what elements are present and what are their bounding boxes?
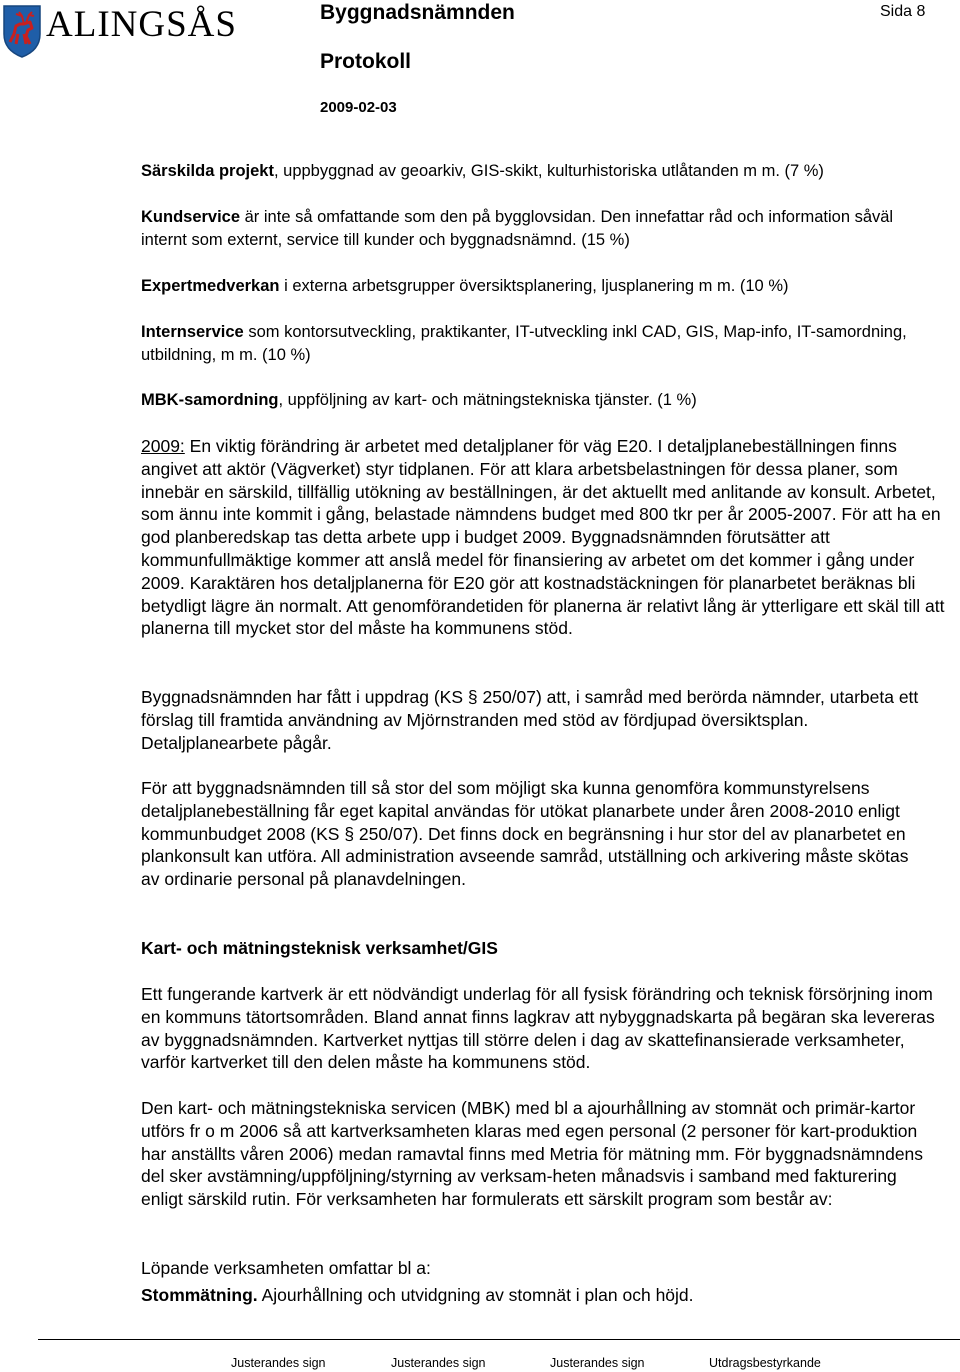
document-type: Protokoll (320, 50, 412, 73)
page-number: Sida 8 (880, 3, 926, 20)
item-label: Särskilda projekt (141, 162, 274, 180)
paragraph-mjornstranden: Byggnadsnämnden har fått i uppdrag (KS § 250/07) att, i samråd med berörda nämnder, utarbeta ett förslag till framtida användning av Mjörnstranden med stöd av fördjupad översiktsplan. Detaljplanearbete pågår. (141, 687, 919, 753)
item-text: är inte så omfattande som den på bygglovsidan. Den innefattar råd och information såväl internt som externt, service till kunder och byggnadsnämnd. (15 %) (141, 208, 894, 249)
item-text: , uppföljning av kart- och mätningstekniska tjänster. (1 %) (278, 391, 697, 409)
survey-label: Stommätning. (141, 1285, 258, 1305)
paragraph-equity: För att byggnadsnämnden till så stor del som möjligt ska kunna genomföra kommunstyrelsens detaljplanebeställning får eget kapital användas för utökat planarbete under åren 2008-2010 enligt kommunbudget 2008 (KS § 250/07). Det finns dock en begränsning i hur stor del av planarbetet en plankonsult kan utföra. All administration avseende samråd, utställning och arkivering måste skötas av ordinarie personal på planavdelningen. (141, 778, 909, 890)
item-label: Kundservice (141, 208, 241, 226)
item-text: , uppbyggnad av geoarkiv, GIS-skikt, kulturhistoriska utlåtanden m m. (7 %) (273, 162, 824, 180)
section-heading-gis: Kart- och mätningsteknisk verksamhet/GIS (141, 938, 498, 958)
footer-sign-3: Justerandes sign (550, 1356, 645, 1370)
item-special-projects (141, 160, 941, 183)
year-label: 2009: (141, 436, 185, 456)
item-customer-service (141, 206, 901, 252)
item-text: som kontorsutveckling, praktikanter, IT-utveckling inkl CAD, GIS, Map-info, IT-samordning, utbildning, m m. (10 %) (141, 323, 907, 364)
footer-sign-2: Justerandes sign (391, 1356, 486, 1370)
footer-divider (38, 1339, 960, 1340)
footer-sign-1: Justerandes sign (231, 1356, 326, 1370)
meeting-date: 2009-02-03 (320, 99, 397, 116)
paragraph-text: En viktig förändring är arbetet med detaljplaner för väg E20. I detaljplanebeställningen finns angivet att aktör (Vägverket) styr tidplanen. För att klara arbetsbelastningen för dessa planer, som innebär en särskild, tillfällig utökning av beställningen, är det aktuellt med anlitande av konsult. Arbetet, som ännu inte kommit i gång, belastade nämndens budget med 800 tkr per år 2005-2007. För att ha en god planberedskap tas detta arbete upp i budget 2009. Byggnadsnämnden förutsätter att kommunfullmäktige kommer att anslå medel för finansiering av arbetet om det kommer i gång under 2009. Karaktären hos detaljplanerna för E20 gör att kostnadstäckningen för planarbetet beräknas bli betydligt lägre än normalt. Att genomförandetiden för planerna är relativt lång är ytterligare ett skäl till att planerna till mycket stor del måste ha kommunens stöd. (141, 436, 945, 639)
item-label: Expertmedverkan (141, 277, 280, 295)
paragraph-mbk-service: Den kart- och mätningstekniska servicen (MBK) med bl a ajourhållning av stomnät och primär-kartor utförs fr o m 2006 så att kartverksamheten klaras med egen personal (2 personer för kart-produktion har anställts våren 2006) medan ramavtal finns med Metria för mätning mm. För byggnadsnämndens del sker avstämning/uppföljning/styrning av verksam-heten månadsvis i samband med fakturering enligt särskild rutin. För verksamheten har formulerats ett särskilt program som består av: (141, 1098, 924, 1210)
item-label: Internservice (141, 323, 244, 341)
org-name: ALINGSÅS (46, 4, 237, 45)
municipality-logo (2, 2, 252, 58)
paragraph-ongoing: Löpande verksamheten omfattar bl a: (141, 1258, 431, 1278)
footer-extract-certification: Utdragsbestyrkande (709, 1356, 821, 1370)
item-label: MBK-samordning (141, 391, 279, 409)
committee-title: Byggnadsnämnden (320, 1, 515, 24)
item-mbk (141, 389, 941, 412)
coat-of-arms-icon (2, 4, 42, 58)
paragraph-survey (141, 1284, 953, 1307)
paragraph-map-register: Ett fungerande kartverk är ett nödvändigt underlag för all fysisk förändring och teknisk försörjning inom en kommuns tätortsområden. Bland annat finns lagkrav att nybyggnadskarta på begäran ska levereras av byggnadsnämnden. Kartverket nyttjas till större delen i dag av skattefinansierade verksamheter, varför kartverket till den delen måste ha kommunens stöd. (141, 984, 935, 1073)
survey-text: Ajourhållning och utvidgning av stomnät i plan och höjd. (257, 1285, 694, 1305)
item-internal-service (141, 321, 931, 367)
item-text: i externa arbetsgrupper översiktsplanering, ljusplanering m m. (10 %) (279, 277, 789, 295)
item-expert (141, 275, 941, 298)
paragraph-2009 (141, 435, 953, 640)
